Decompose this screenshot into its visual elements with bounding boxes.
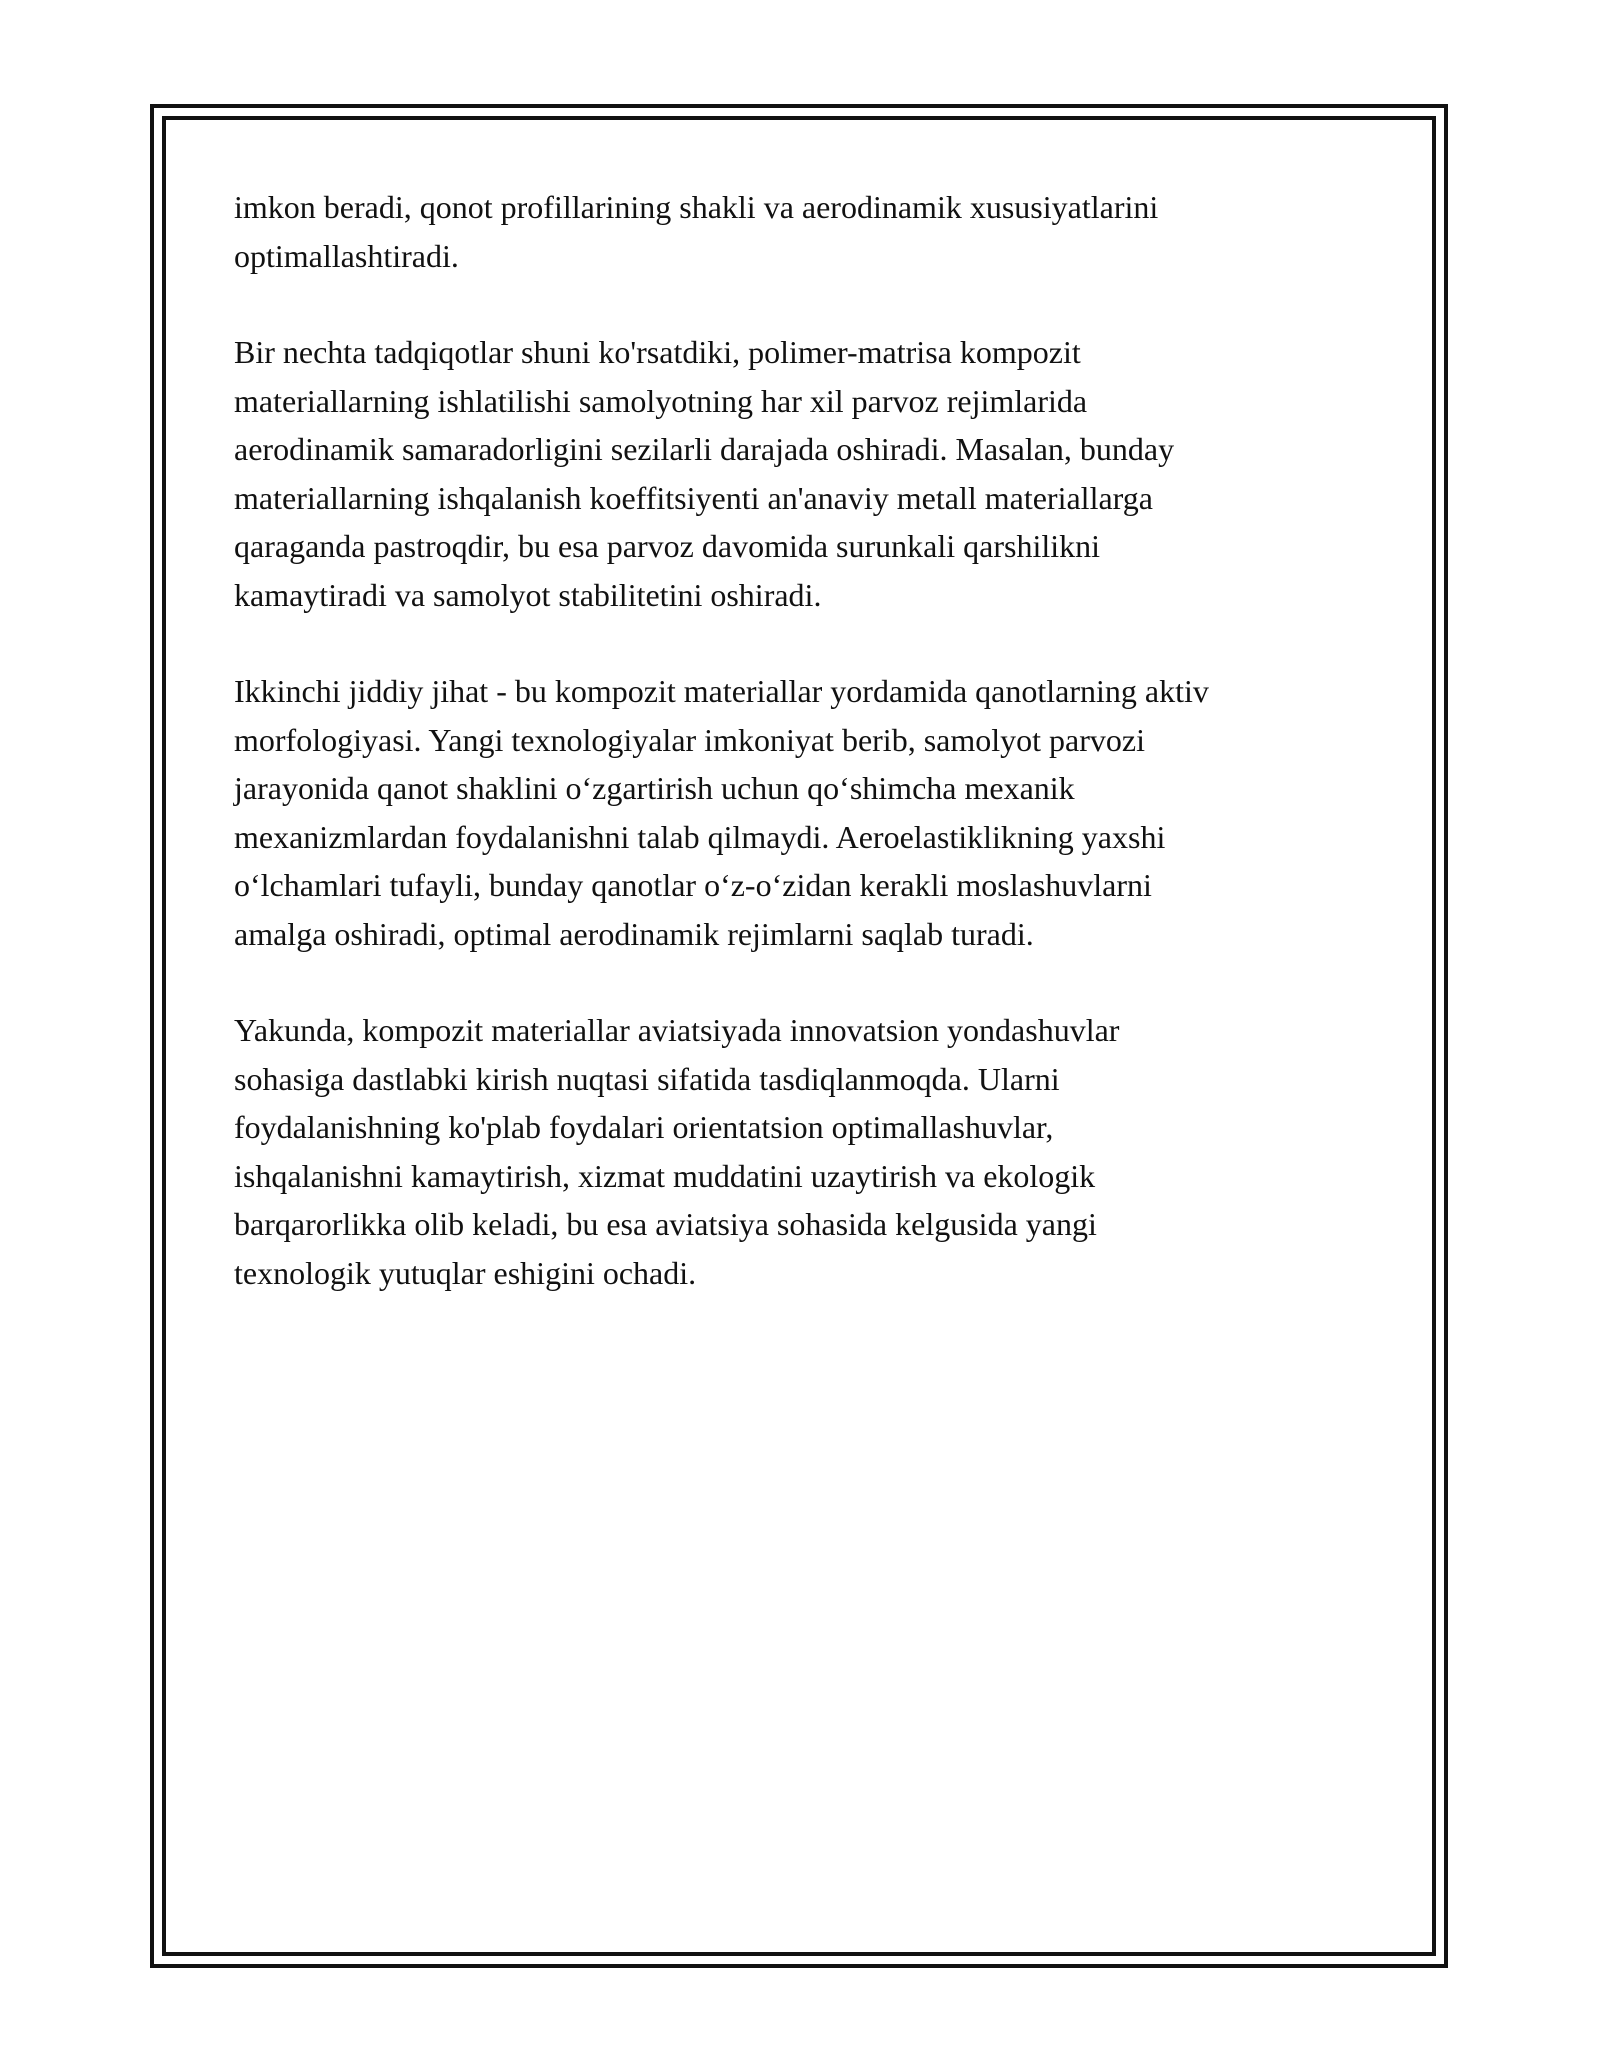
paragraph-2: Bir nechta tadqiqotlar shuni ko'rsatdiki, polimer-matrisa kompozit materiallarning ishlatilishi samolyotning har xil parvoz rejimlarida aerodinamik samaradorligini sezilarli darajada oshiradi. Masalan, bunday materiallarning ishqalanish koeffitsiyenti an'anaviy metall materiallarga qaraganda pastroqdir, bu esa parvoz davomida surunkali qarshilikni kamaytiradi va samolyot stabilitetini oshiradi.	[234, 334, 1175, 613]
document-body	[234, 183, 1364, 1345]
paragraph-3: Ikkinchi jiddiy jihat - bu kompozit materiallar yordamida qanotlarning aktiv morfologiyasi. Yangi texnologiyalar imkoniyat berib, samolyot parvozi jarayonida qanot shaklini o‘zgartirish uchun qo‘shimcha mexanik mexanizmlardan foydalanishni talab qilmaydi. Aeroelastiklikning yaxshi o‘lchamlari tufayli, bunday qanotlar o‘z-o‘zidan kerakli moslashuvlarni amalga oshiradi, optimal aerodinamik rejimlarni saqlab turadi.	[234, 673, 1209, 952]
paragraph-1: imkon beradi, qonot profillarining shakli va aerodinamik xususiyatlarini optimallashtiradi.	[234, 189, 1159, 274]
paragraph-4: Yakunda, kompozit materiallar aviatsiyada innovatsion yondashuvlar sohasiga dastlabki kirish nuqtasi sifatida tasdiqlanmoqda. Ularni foydalanishning ko'plab foydalari orientatsion optimallashuvlar, ishqalanishni kamaytirish, xizmat muddatini uzaytirish va ekologik barqarorlikka olib keladi, bu esa aviatsiya sohasida kelgusida yangi texnologik yutuqlar eshigini ochadi.	[234, 1012, 1120, 1291]
